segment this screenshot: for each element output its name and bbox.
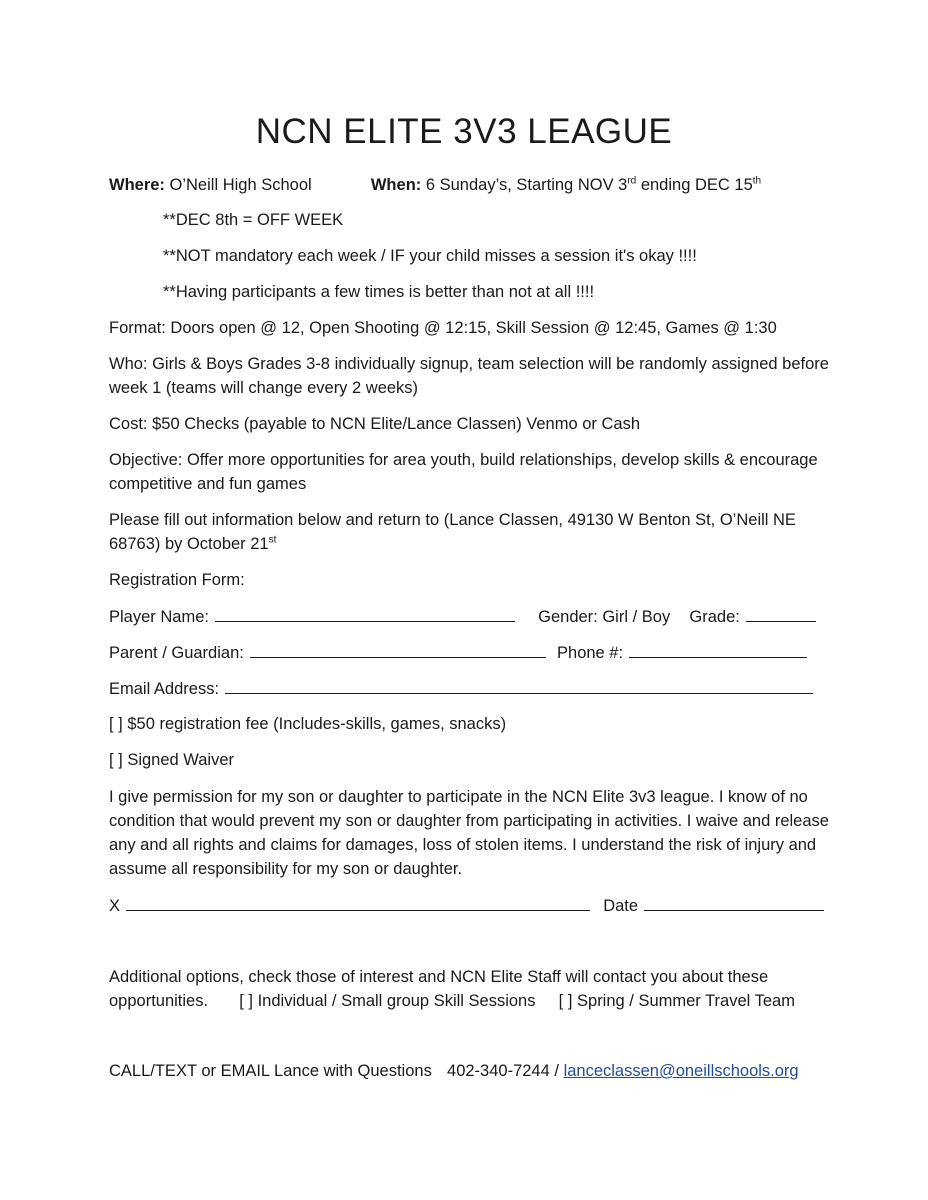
parent-label: Parent / Guardian: (109, 644, 244, 662)
when-value-a: 6 Sunday’s, Starting NOV 3 (425, 176, 628, 194)
email-row (109, 676, 813, 701)
date-label: Date (603, 897, 639, 915)
gender-label: Gender: Girl / Boy (538, 608, 671, 626)
note-not-mandatory: **NOT mandatory each week / IF your child misses a session it's okay !!!! (163, 247, 697, 265)
option-skill-sessions[interactable]: [ ] Individual / Small group Skill Sessions (239, 992, 536, 1010)
grade-field[interactable] (746, 604, 816, 622)
when-value-b: ending DEC 15 (636, 176, 753, 194)
email-label: Email Address: (109, 680, 220, 698)
note-off-week: **DEC 8th = OFF WEEK (163, 211, 344, 229)
player-name-field[interactable] (215, 604, 515, 622)
signature-field[interactable] (126, 893, 590, 911)
additional-line-1: Additional options, check those of interest and NCN Elite Staff will contact you about these (109, 968, 769, 986)
grade-label: Grade: (689, 608, 740, 626)
registration-heading: Registration Form: (109, 571, 245, 589)
waiver-checkbox[interactable]: [ ] Signed Waiver (109, 751, 235, 769)
phone-label: Phone #: (557, 644, 624, 662)
additional-line-2 (109, 989, 795, 1013)
return-info-paragraph (109, 508, 829, 556)
player-name-label: Player Name: (109, 608, 209, 626)
return-info-sup: st (268, 534, 277, 546)
contact-separator: / (554, 1062, 559, 1080)
player-row (109, 604, 816, 629)
when-sup-a: rd (627, 175, 637, 187)
objective-paragraph: Objective: Offer more opportunities for area youth, build relationships, develop skills & encourage competitive and fun games (109, 451, 818, 493)
phone-field[interactable] (629, 640, 807, 658)
who-paragraph: Who: Girls & Boys Grades 3-8 individually signup, team selection will be randomly assigned before week 1 (teams will change every 2 weeks) (109, 355, 829, 397)
contact-email-link[interactable]: lanceclassen@oneillschools.org (563, 1062, 799, 1080)
additional-opportunities: opportunities. (109, 992, 209, 1010)
return-info-text: Please fill out information below and return to (Lance Classen, 49130 W Benton St, O’Neill NE 68763) by October 21 (109, 511, 796, 553)
contact-phone: 402-340-7244 (447, 1062, 550, 1080)
signature-row (109, 893, 824, 918)
format-line: Format: Doors open @ 12, Open Shooting @ 12:15, Skill Session @ 12:45, Games @ 1:30 (109, 319, 777, 337)
when-sup-b: th (752, 175, 762, 187)
note-participation: **Having participants a few times is better than not at all !!!! (163, 283, 595, 301)
contact-line (109, 1059, 799, 1083)
page-title: NCN ELITE 3V3 LEAGUE (255, 112, 673, 151)
waiver-paragraph: I give permission for my son or daughter to participate in the NCN Elite 3v3 league. I know of no condition that would prevent my son or daughter from participating in activities. I waive and release any and all rights and claims for damages, loss of stolen items. I understand the risk of injury and assume all responsibility for my son or daughter. (109, 788, 829, 878)
email-field[interactable] (225, 676, 813, 694)
cost-line: Cost: $50 Checks (payable to NCN Elite/Lance Classen) Venmo or Cash (109, 415, 641, 433)
where-value: O’Neill High School (169, 176, 312, 194)
parent-field[interactable] (250, 640, 546, 658)
where-label: Where: (109, 176, 165, 194)
fee-checkbox[interactable]: [ ] $50 registration fee (Includes-skills, games, snacks) (109, 715, 507, 733)
signature-x-label: X (109, 897, 121, 915)
contact-text: CALL/TEXT or EMAIL Lance with Questions (109, 1062, 432, 1080)
option-travel-team[interactable]: [ ] Spring / Summer Travel Team (558, 992, 795, 1010)
parent-row (109, 640, 807, 665)
when-label: When: (370, 176, 422, 194)
date-field[interactable] (644, 893, 824, 911)
where-when-line (109, 173, 761, 197)
